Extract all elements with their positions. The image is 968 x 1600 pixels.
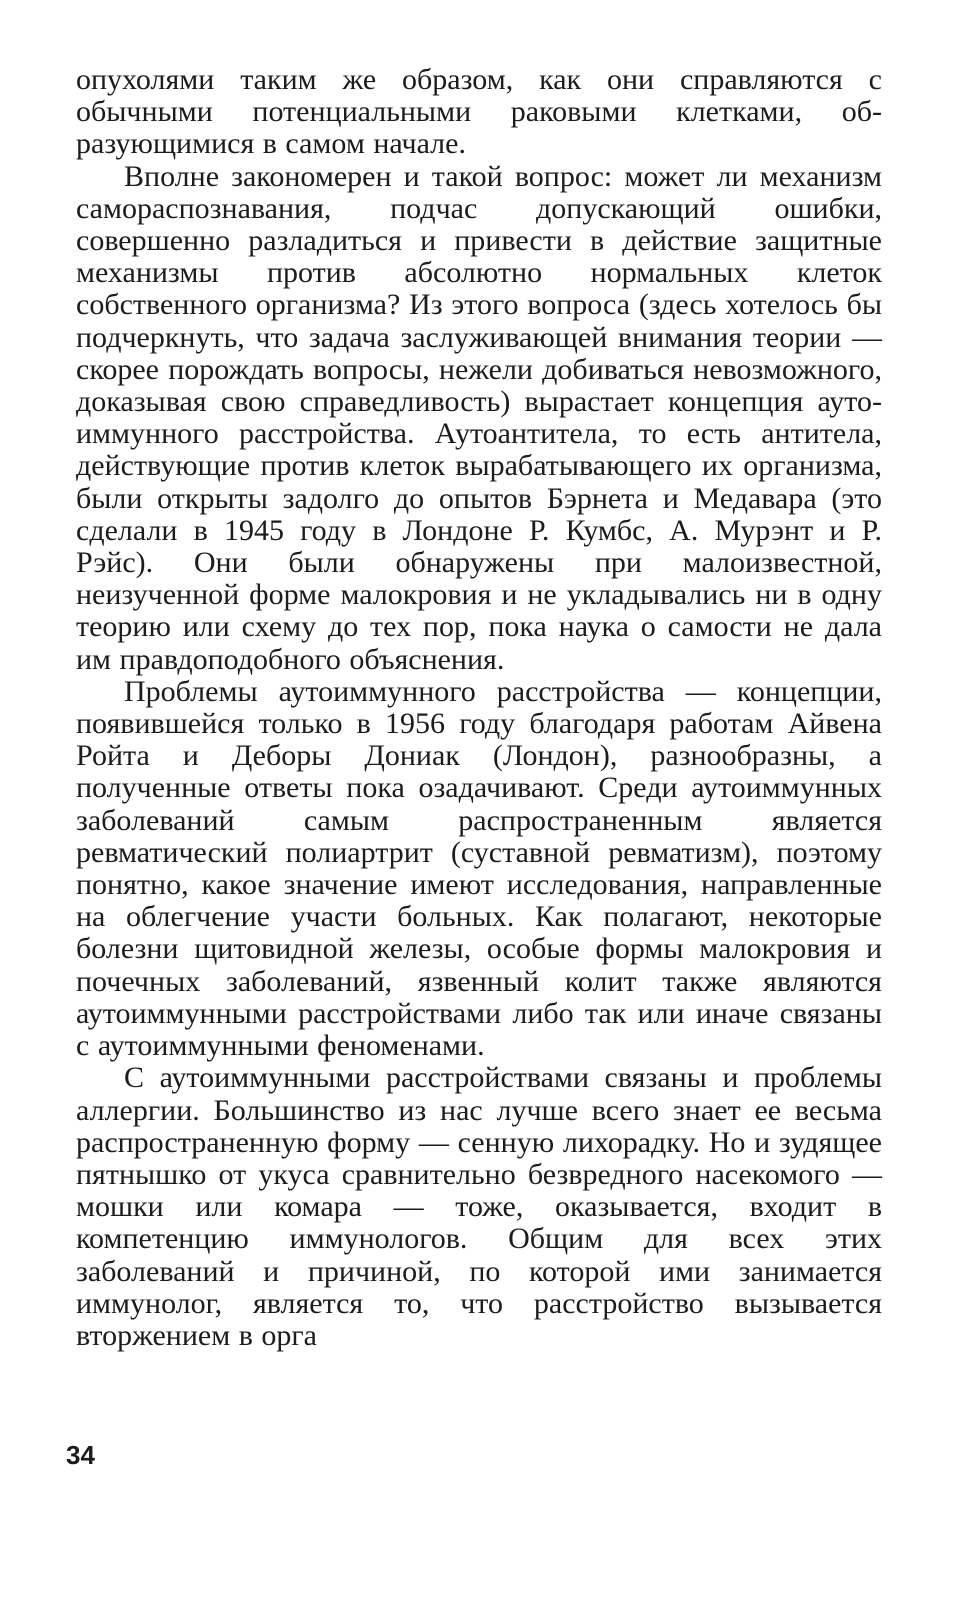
paragraph-4: С аутоиммунными расстройствами связаны и проблемы аллергии. Большинство из нас лучше всего знает ее весьма распространенную форму — сенную лихорадку. Но и зудящее пятнышко от укуса сравнительно безвредного насекомого — мошки или комара — тоже, оказывается, входит в компетенцию иммунологов. Общим для всех этих заболеваний и причиной, по которой ими занимается иммунолог, является то, что расстройство вызывается вторжением в орга (76, 1061, 882, 1352)
paragraph-3: Проблемы аутоиммунного расстройства — концепции, появившейся только в 1956 году благодаря работам Айвена Ройта и Деборы Дониак (Лондон), разнообразны, а полученные ответы пока озадачивают. Среди аутоиммунных заболеваний самым распространенным является ревматический полиартрит (суставной ревматизм), поэтому понятно, какое значение имеют исследования, направленные на облегчение участи больных. Как полагают, некоторые болезни щитовидной железы, особые формы малокровия и почечных заболеваний, язвенный колит также являются аутоиммунными расстройствами либо так или иначе связаны с аутоиммунными феноменами. (76, 674, 882, 1063)
paragraph-1: опухолями таким же образом, как они справляются с обычными потенциальными раковыми клетками, образующимися в самом начале. (76, 63, 882, 161)
paragraph-2: Вполне закономерен и такой вопрос: может ли механизм самораспознавания, подчас допускающий ошибки, совершенно разладиться и привести в действие защитные механизмы против абсолютно нормальных клеток собственного организма? Из этого вопроса (здесь хотелось бы подчеркнуть, что задача заслуживающей внимания теории — скорее порождать вопросы, нежели добиваться невозможного, доказывая свою справедливость) вырастает концепция аутоиммунного расстройства. Аутоантитела, то есть антитела, действующие против клеток вырабатывающего их организма, были открыты задолго до опытов Бэрнета и Медавара (это сделали в 1945 году в Лондоне Р. Кумбс, А. Мурэнт и Р. Рэйс). Они были обнаружены при малоизвестной, неизученной форме малокровия и не укладывались ни в одну теорию или схему до тех пор, пока наука о самости не дала им правдоподобного объяснения. (76, 159, 882, 676)
page-number: 34 (66, 1440, 95, 1470)
page-text-block (76, 64, 882, 1352)
